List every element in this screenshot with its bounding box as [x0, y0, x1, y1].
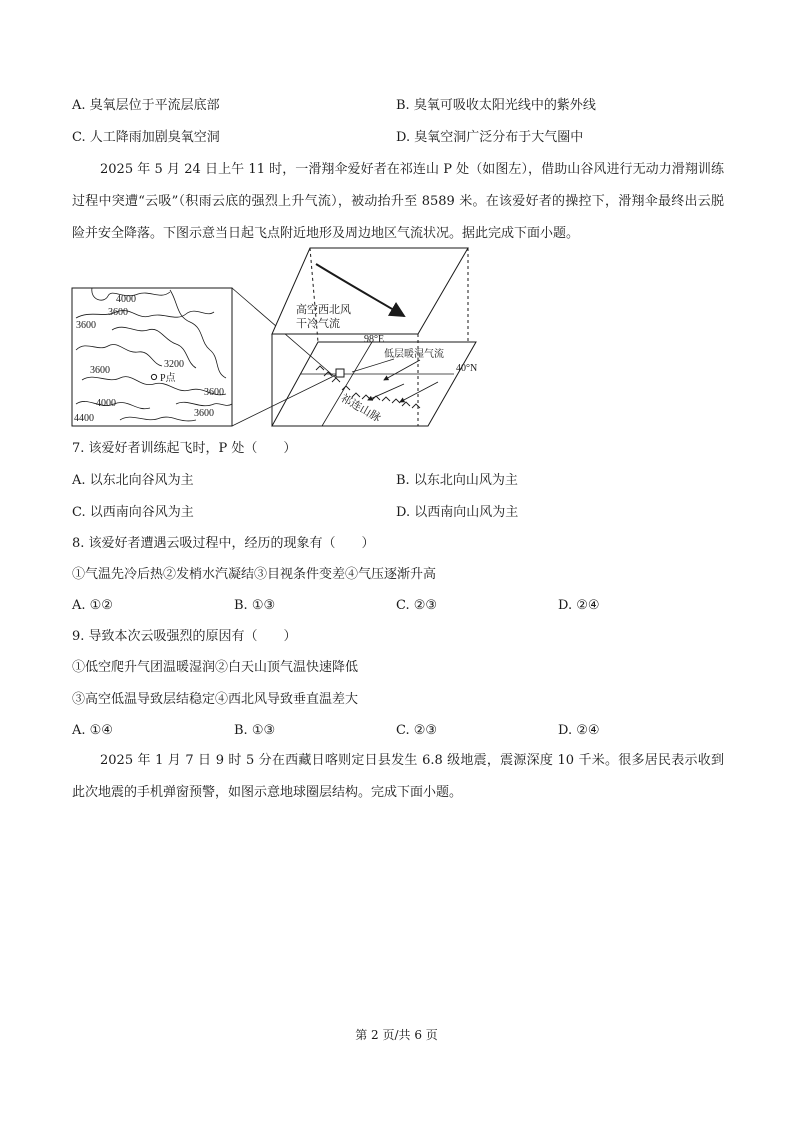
q8-option-c: C. ②③ [396, 598, 438, 613]
airflow-block-diagram [272, 248, 477, 426]
contour-map [72, 288, 232, 426]
passage-paragliding: 2025 年 5 月 24 日上午 11 时，一滑翔伞爱好者在祁连山 P 处（如图左），借助山谷风进行无动力滑翔训练过程中突遭“云吸”（积雨云底的强烈上升气流），被动抬升至 8589 米。在该爱好者的操控下，滑翔伞最终出云脱险并安全降落。下图示意当日起飞点附近地形及周边地区气流状况。据此完成下面小题。 [72, 162, 724, 241]
upper-wind-label: 高空西北风 [296, 304, 351, 316]
q9-statements-1: ①低空爬升气团温暖湿润②白天山顶气温快速降低 [72, 660, 359, 675]
page-footer: 第 2 页/共 6 页 [355, 1028, 438, 1042]
q8-option-d: D. ②④ [558, 598, 600, 613]
q9-option-c: C. ②③ [396, 723, 438, 738]
contour-label: 4000 [96, 398, 116, 409]
q9-statements-2: ③高空低温导致层结稳定④西北风导致垂直温差大 [72, 692, 359, 707]
contour-label: 3600 [76, 320, 96, 331]
q6-option-c: C. 人工降雨加剧臭氧空洞 [72, 130, 220, 145]
low-flow-label: 低层暖湿气流 [384, 349, 444, 360]
contour-label: 4000 [116, 294, 136, 305]
upper-wind-label-2: 干冷气流 [296, 318, 340, 330]
longitude-label: 98°E [364, 334, 385, 345]
q6-option-a: A. 臭氧层位于平流层底部 [72, 98, 220, 113]
q7-option-b: B. 以东北向山风为主 [396, 473, 518, 488]
q6-option-d: D. 臭氧空洞广泛分布于大气圈中 [396, 130, 584, 145]
mountain-range-symbols [316, 366, 420, 408]
contour-label: 3600 [194, 408, 214, 419]
passage-earthquake: 2025 年 1 月 7 日 9 时 5 分在西藏日喀则定日县发生 6.8 级地震，震源深度 10 千米。很多居民表示收到此次地震的手机弹窗预警，如图示意地球圈层结构。完成下面小题。 [72, 753, 724, 800]
q7-stem: 7. 该爱好者训练起飞时，P 处（ ） [72, 441, 297, 456]
q9-option-a: A. ①④ [72, 723, 113, 738]
point-p-label: P点 [160, 373, 176, 384]
q8-option-a: A. ①② [72, 598, 113, 613]
contour-label: 3600 [90, 365, 110, 376]
q7-option-d: D. 以西南向山风为主 [396, 505, 519, 520]
contour-label: 3200 [164, 359, 184, 370]
mountain-label: 祁连山脉 [338, 392, 383, 425]
contour-label: 4400 [74, 413, 94, 424]
q6-option-b: B. 臭氧可吸收太阳光线中的紫外线 [396, 98, 596, 113]
q8-statements: ①气温先冷后热②发梢水汽凝结③目视条件变差④气压逐渐升高 [72, 567, 437, 582]
q8-stem: 8. 该爱好者遭遇云吸过程中，经历的现象有（ ） [72, 536, 375, 551]
q9-stem: 9. 导致本次云吸强烈的原因有（ ） [72, 629, 297, 644]
terrain-airflow-figure [68, 246, 488, 436]
latitude-label: 40°N [456, 363, 478, 374]
q9-option-d: D. ②④ [558, 723, 600, 738]
q7-option-c: C. 以西南向谷风为主 [72, 505, 194, 520]
contour-label: 3600 [204, 387, 224, 398]
q8-option-b: B. ①③ [234, 598, 276, 613]
contour-label: 3600 [108, 307, 128, 318]
q9-option-b: B. ①③ [234, 723, 276, 738]
q7-option-a: A. 以东北向谷风为主 [72, 473, 194, 488]
